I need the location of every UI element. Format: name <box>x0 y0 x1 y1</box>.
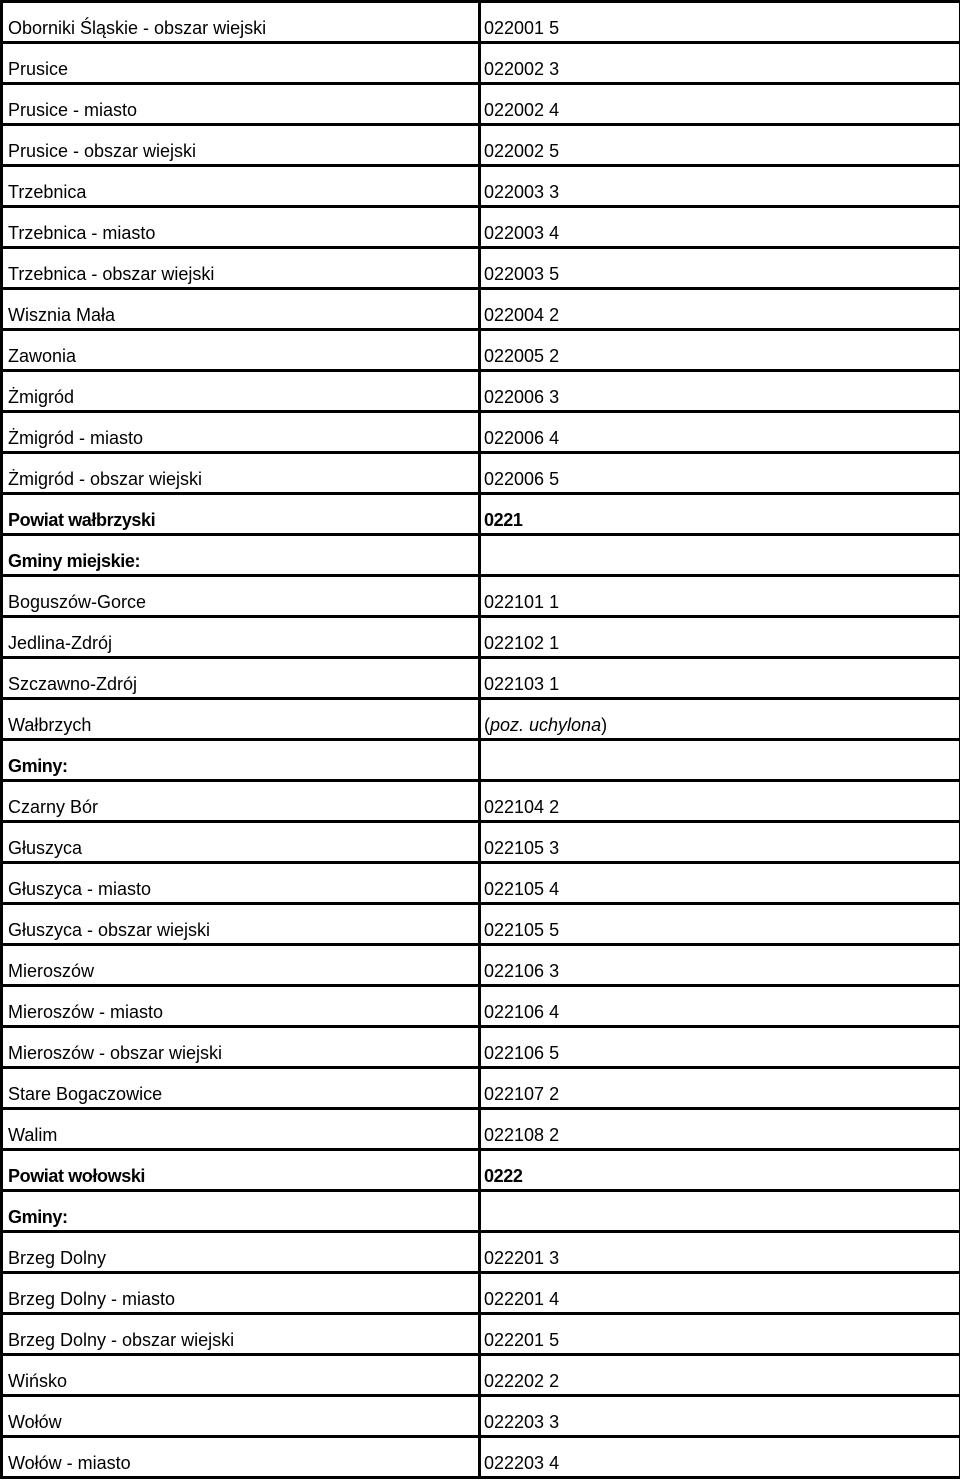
territorial-code-cell: 022004 2 <box>480 289 960 330</box>
unit-name-cell: Brzeg Dolny <box>2 1232 480 1273</box>
territorial-code-cell: 022005 2 <box>480 330 960 371</box>
table-row <box>2 289 960 330</box>
unit-name-cell: Zawonia <box>2 330 480 371</box>
territorial-code-cell: 022105 4 <box>480 863 960 904</box>
unit-name-cell: Boguszów-Gorce <box>2 576 480 617</box>
territorial-code-cell: 022006 3 <box>480 371 960 412</box>
territorial-code-cell: 022006 5 <box>480 453 960 494</box>
territorial-code-cell: 022002 4 <box>480 84 960 125</box>
territorial-code-cell <box>480 1191 960 1232</box>
table-row <box>2 822 960 863</box>
table-row <box>2 166 960 207</box>
territorial-code-cell: 022201 5 <box>480 1314 960 1355</box>
table-row <box>2 1355 960 1396</box>
territorial-code-cell: 022002 3 <box>480 43 960 84</box>
territorial-code-cell: 022002 5 <box>480 125 960 166</box>
table-row <box>2 371 960 412</box>
table-body <box>2 2 960 1478</box>
table-row <box>2 125 960 166</box>
table-row <box>2 453 960 494</box>
table-row <box>2 904 960 945</box>
table-row <box>2 248 960 289</box>
table-row <box>2 617 960 658</box>
table-row <box>2 1109 960 1150</box>
territorial-code-cell: 022106 3 <box>480 945 960 986</box>
unit-name-cell: Wołów <box>2 1396 480 1437</box>
territorial-code-cell: 022203 4 <box>480 1437 960 1478</box>
table-row <box>2 43 960 84</box>
territorial-code-cell: 022201 3 <box>480 1232 960 1273</box>
table-row <box>2 1027 960 1068</box>
table-heading-row <box>2 535 960 576</box>
territorial-code-cell: 022106 4 <box>480 986 960 1027</box>
unit-name-cell: Prusice - obszar wiejski <box>2 125 480 166</box>
territorial-code-cell: 022001 5 <box>480 2 960 43</box>
unit-name-cell: Mieroszów - miasto <box>2 986 480 1027</box>
territorial-code-cell: 0222 <box>480 1150 960 1191</box>
territorial-code-cell: 022103 1 <box>480 658 960 699</box>
unit-name-cell: Wałbrzych <box>2 699 480 740</box>
unit-name-cell: Brzeg Dolny - obszar wiejski <box>2 1314 480 1355</box>
table-row <box>2 699 960 740</box>
territorial-code-cell: 022102 1 <box>480 617 960 658</box>
unit-name-cell: Mieroszów - obszar wiejski <box>2 1027 480 1068</box>
section-heading-cell: Powiat wałbrzyski <box>2 494 480 535</box>
table-row <box>2 1396 960 1437</box>
code-note-cell: (poz. uchylona) <box>480 699 960 740</box>
unit-name-cell: Głuszyca <box>2 822 480 863</box>
unit-name-cell: Mieroszów <box>2 945 480 986</box>
territorial-code-cell: 0221 <box>480 494 960 535</box>
unit-name-cell: Żmigród <box>2 371 480 412</box>
territorial-code-cell: 022107 2 <box>480 1068 960 1109</box>
unit-name-cell: Wińsko <box>2 1355 480 1396</box>
table-heading-row <box>2 1191 960 1232</box>
table-row <box>2 2 960 43</box>
unit-name-cell: Głuszyca - miasto <box>2 863 480 904</box>
unit-name-cell: Prusice - miasto <box>2 84 480 125</box>
territorial-code-cell: 022105 3 <box>480 822 960 863</box>
territorial-code-cell: 022105 5 <box>480 904 960 945</box>
territorial-code-cell: 022003 4 <box>480 207 960 248</box>
table-heading-row <box>2 740 960 781</box>
table-row <box>2 863 960 904</box>
unit-name-cell: Wołów - miasto <box>2 1437 480 1478</box>
territorial-code-cell: 022106 5 <box>480 1027 960 1068</box>
unit-name-cell: Wisznia Mała <box>2 289 480 330</box>
territorial-code-cell: 022203 3 <box>480 1396 960 1437</box>
table-row <box>2 658 960 699</box>
table-row <box>2 330 960 371</box>
unit-name-cell: Żmigród - obszar wiejski <box>2 453 480 494</box>
territorial-code-cell: 022108 2 <box>480 1109 960 1150</box>
territorial-code-cell <box>480 740 960 781</box>
unit-name-cell: Czarny Bór <box>2 781 480 822</box>
table-row <box>2 986 960 1027</box>
table-row <box>2 84 960 125</box>
unit-name-cell: Brzeg Dolny - miasto <box>2 1273 480 1314</box>
table-row <box>2 1314 960 1355</box>
table-heading-row <box>2 494 960 535</box>
territorial-code-cell: 022003 5 <box>480 248 960 289</box>
unit-name-cell: Trzebnica - miasto <box>2 207 480 248</box>
section-heading-cell: Gminy: <box>2 1191 480 1232</box>
table-row <box>2 1437 960 1478</box>
code-note: poz. uchylona <box>490 715 602 735</box>
table-row <box>2 412 960 453</box>
unit-name-cell: Prusice <box>2 43 480 84</box>
section-heading-cell: Powiat wołowski <box>2 1150 480 1191</box>
territorial-code-cell: 022201 4 <box>480 1273 960 1314</box>
section-heading-cell: Gminy miejskie: <box>2 535 480 576</box>
unit-name-cell: Głuszyca - obszar wiejski <box>2 904 480 945</box>
table-row <box>2 207 960 248</box>
unit-name-cell: Stare Bogaczowice <box>2 1068 480 1109</box>
table-row <box>2 1232 960 1273</box>
unit-name-cell: Żmigród - miasto <box>2 412 480 453</box>
table-row <box>2 576 960 617</box>
unit-name-cell: Trzebnica - obszar wiejski <box>2 248 480 289</box>
table-row <box>2 781 960 822</box>
unit-name-cell: Jedlina-Zdrój <box>2 617 480 658</box>
section-heading-cell: Gminy: <box>2 740 480 781</box>
territorial-code-cell: 022202 2 <box>480 1355 960 1396</box>
unit-name-cell: Szczawno-Zdrój <box>2 658 480 699</box>
territorial-code-cell: 022101 1 <box>480 576 960 617</box>
unit-name-cell: Trzebnica <box>2 166 480 207</box>
territorial-code-cell: 022006 4 <box>480 412 960 453</box>
table-heading-row <box>2 1150 960 1191</box>
unit-name-cell: Walim <box>2 1109 480 1150</box>
table-row <box>2 1068 960 1109</box>
territorial-code-cell <box>480 535 960 576</box>
territorial-code-cell: 022104 2 <box>480 781 960 822</box>
table-row <box>2 1273 960 1314</box>
unit-name-cell: Oborniki Śląskie - obszar wiejski <box>2 2 480 43</box>
table-row <box>2 945 960 986</box>
territorial-code-cell: 022003 3 <box>480 166 960 207</box>
